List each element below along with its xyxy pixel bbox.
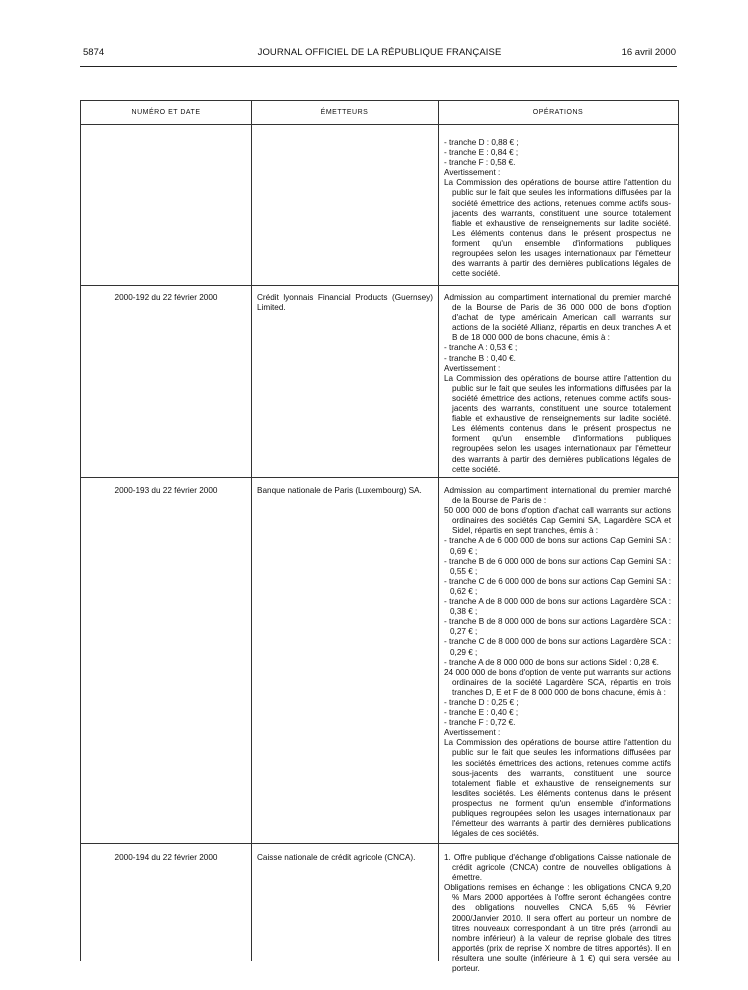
warning-text: La Commission des opérations de bourse attire l'attention du public sur le fait que seules les informations diffusées par la société émettrice des actions, retenues comme actifs sous-jacents des warrants, constituent une source totalement fiable et exhaustive de renseignements sur ladite société. Les éléments contenus dans le présent prospectus ne forment qu'un ensemble d'informations publiques regroupées selon les usages internationaux par l'émetteur des warrants à partir des dernières publications légales de cette société. [444, 178, 671, 279]
operation-line: Obligations remises en échange : les obligations CNCA 9,20 % Mars 2000 apportées à l'offre seront échangées contre des obligations nouvelles CNCA 5,65 % Février 2000/Janvier 2010. Il sera offert au porteur un nombre de titres nouveaux correspondant à un titre prés (arrondi au nombre inférieur) à la valeur de reprise globale des titres apportés (prix de reprise X nombre de titres apportés). Il en résultera une soulte (inférieure à 1 €) qui sera versée au porteur. [444, 883, 671, 974]
header-rule [80, 66, 677, 67]
table-row-numero: 2000-192 du 22 février 2000 [114, 293, 218, 302]
row-divider [81, 124, 678, 125]
table-row-operations [444, 138, 671, 279]
row-divider [81, 843, 678, 844]
column-header-emetteurs: ÉMETTEURS [320, 109, 369, 116]
row-divider [81, 285, 678, 286]
operation-line: - tranche E : 0,84 € ; [444, 148, 519, 158]
row-divider [81, 477, 678, 478]
table-row-operations [444, 853, 671, 974]
operation-line: - tranche D : 0,25 € ; [444, 697, 519, 707]
operation-line: - tranche B : 0,40 €. [444, 353, 516, 363]
table-row-numero: 2000-194 du 22 février 2000 [114, 853, 218, 862]
operation-line: - tranche C de 8 000 000 de bons sur actions Lagardère SCA : 0,29 € ; [444, 637, 671, 657]
operation-line: - tranche A de 6 000 000 de bons sur actions Cap Gemini SA : 0,69 € ; [444, 536, 671, 556]
operation-line: Admission au compartiment international du premier marché de la Bourse de Paris de : [444, 486, 671, 506]
operation-line: - tranche E : 0,40 € ; [444, 708, 519, 718]
table-row-numero: 2000-193 du 22 février 2000 [114, 486, 218, 495]
operation-line: Admission au compartiment international du premier marché de la Bourse de Paris de 36 000 000 de bons d'option d'achat de type américain American call warrants sur actions de la société Allianz, répartis en deux tranches A et B de 18 000 000 de bons chacune, émis à : [444, 293, 671, 343]
operation-line: - tranche F : 0,58 €. [444, 158, 516, 168]
page-header [83, 47, 676, 61]
table-row-emetteur: Caisse nationale de crédit agricole (CNCA). [257, 853, 416, 862]
operation-line: 24 000 000 de bons d'option de vente put warrants sur actions ordinaires de la société Lagardère SCA, répartis en trois tranches D, E et F de 8 000 000 de bons chacune, émis à : [444, 667, 671, 697]
table-row-operations [444, 293, 671, 475]
column-divider [251, 101, 252, 961]
issue-date: 16 avril 2000 [621, 47, 676, 58]
operation-line: 50 000 000 de bons d'option d'achat call warrants sur actions ordinaires des sociétés Cap Gemini SA, Lagardère SCA et Sidel, répartis en sept tranches, émis à : [444, 506, 671, 536]
column-header-operations: OPÉRATIONS [532, 109, 584, 116]
warning-text: La Commission des opérations de bourse attire l'attention du public sur le fait que seules les informations diffusées par la société émettrice des actions, retenues comme actifs sous-jacents des warrants, constituent une source totalement fiable et exhaustive de renseignements sur ladite société. Les éléments contenus dans le présent prospectus ne forment qu'un ensemble d'informations publiques regroupées selon les usages internationaux par l'émetteur des warrants à partir des dernières publications légales de cette société. [444, 373, 671, 474]
operation-line: - tranche A : 0,53 € ; [444, 343, 518, 353]
operation-line: - tranche C de 6 000 000 de bons sur actions Cap Gemini SA : 0,62 € ; [444, 576, 671, 596]
page-number: 5874 [83, 47, 105, 58]
column-header-numero: NUMÉRO ET DATE [131, 109, 201, 116]
warning-heading: Avertissement : [444, 363, 501, 373]
operation-line: 1. Offre publique d'échange d'obligations Caisse nationale de crédit agricole (CNCA) contre de nouvelles obligations à émettre. [444, 853, 671, 883]
journal-title: JOURNAL OFFICIEL DE LA RÉPUBLIQUE FRANÇAISE [257, 47, 502, 58]
operation-line: - tranche A de 8 000 000 de bons sur actions Lagardère SCA : 0,38 € ; [444, 597, 671, 617]
table-row-emetteur: Crédit lyonnais Financial Products (Guernsey) Limited. [257, 293, 433, 313]
table-row-emetteur: Banque nationale de Paris (Luxembourg) SA. [257, 486, 422, 495]
operations-table [80, 100, 679, 974]
warning-heading: Avertissement : [444, 168, 501, 178]
column-divider [438, 101, 439, 961]
operation-line: - tranche B de 8 000 000 de bons sur actions Lagardère SCA : 0,27 € ; [444, 617, 671, 637]
table-row-operations [444, 486, 671, 839]
operation-line: - tranche B de 6 000 000 de bons sur actions Cap Gemini SA : 0,55 € ; [444, 556, 671, 576]
warning-text: La Commission des opérations de bourse attire l'attention du public sur le fait que seules les informations diffusées par les sociétés émettrices des actions, retenues comme actifs sous-jacents des warrants, constituent une source totalement fiable et exhaustive de renseignements sur lesdites sociétés. Les éléments contenus dans le présent prospectus ne forment qu'un ensemble d'informations publiques regroupées selon les usages internationaux par l'émetteur des warrants à partir des dernières publications légales de ces sociétés. [444, 738, 671, 839]
operation-line: - tranche A de 8 000 000 de bons sur actions Sidel : 0,28 €. [444, 657, 659, 667]
operation-line: - tranche D : 0,88 € ; [444, 138, 519, 147]
operation-line: - tranche F : 0,72 €. [444, 718, 516, 728]
warning-heading: Avertissement : [444, 728, 501, 738]
